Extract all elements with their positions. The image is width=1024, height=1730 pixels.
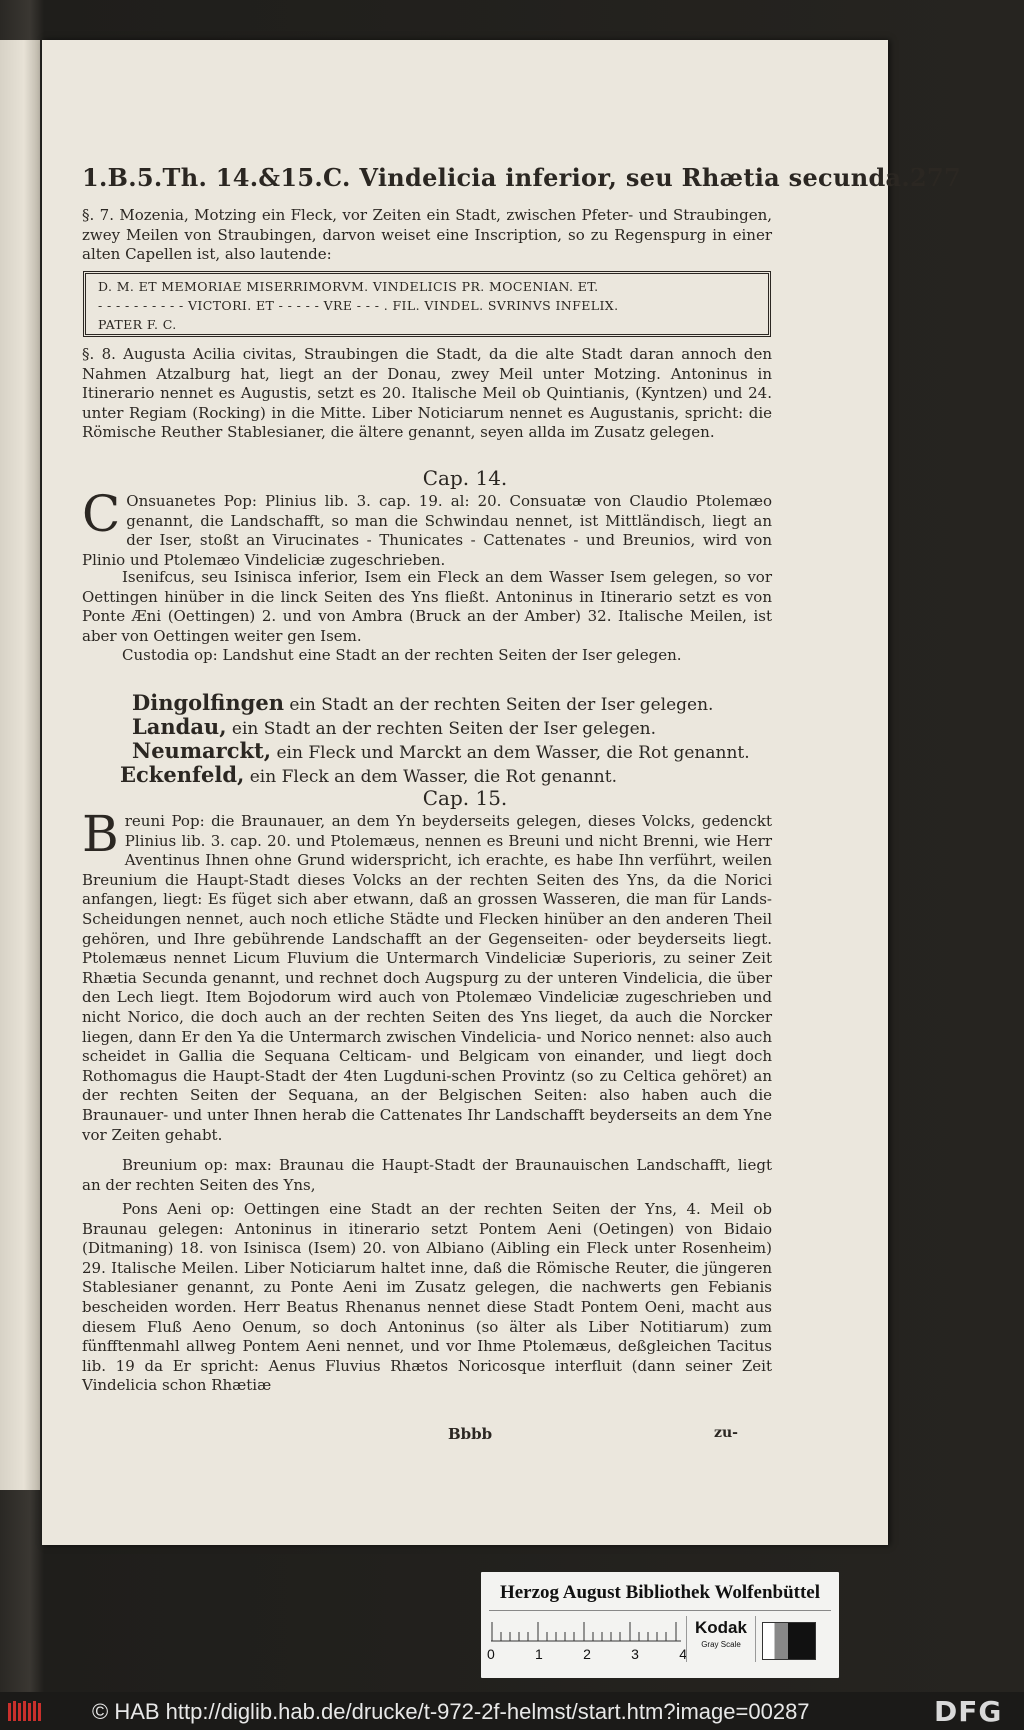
scale-ruler <box>491 1622 681 1642</box>
chapter-14-paragraph <box>82 485 772 570</box>
place-line <box>132 714 656 739</box>
catchword: zu- <box>714 1425 738 1441</box>
color-target-card <box>481 1572 839 1678</box>
paragraph-text: reuni Pop: die Braunauer, an dem Yn beyderseits gelegen, dieses Volcks, gedenckt Plinius lib. 3. cap. 20. und Ptolemæus, nennen es Breuni und nicht Brenni, wie Herr Aventinus Ihnen ohne Grund widerspricht, ich erachte, es habe Ihn verführt, weilen Breunium die Haupt-Stadt dieses Volcks an der rechten Seiten des Yns, da die Norici anfangen, liegt: Es füget sich aber etwann, daß an grossen Wasseren, die man für Lands-Scheidungen nennet, auch noch etliche Städte und Flecken hinüber an den anderen Theil gehören, und Ihre gebührende Landschafft an der Gegenseiten- oder beyderseits liegt. Ptolemæus nennet Licum Fluvium die Untermarch Vindeliciæ Superioris, zu seiner Zeit Rhætia Secunda genannt, und rechnet doch Augspurg zu der unteren Vindelicia, die über den Lech liegt. Item Bojodorum wird auch von Ptolemæo Vindeliciæ zugeschrieben und nicht Norico, die doch auch an der rechten Seiten des Yns lieget, da auch die Norcker liegen, dann Er den Ya die Untermarch zwischen Vindelicia- und Norico nennet: also auch scheidet in Gallia die Sequana Celticam- und Belgicam von einander, und liegt doch Rothomagus die Haupt-Stadt der 4ten Lugduni-schen Provintz (so zu Celtica gehöret) an der rechten Seiten der Sequana, an der Belgischen Seiten: also haben auch die Braunauer- und unter Ihnen herab die Cattenates Ihr Landschafft beyderseits an dem Yne vor Zeiten gehabt. <box>82 812 772 1144</box>
chapter-14-heading: Cap. 14. <box>422 466 508 490</box>
drop-cap: B <box>82 805 119 863</box>
place-name: Neumarckt, <box>132 738 272 763</box>
inscription-box <box>83 271 771 337</box>
place-desc: ein Stadt an der rechten Seiten der Iser gelegen. <box>226 719 656 739</box>
isinisca-paragraph: Isenifcus, seu Isinisca inferior, Isem ein Fleck an dem Wasser Isem gelegen, so vor Oettingen hinüber in die linck Seiten des Yns fließt. Antoninus in Itinerario setzt es von Ponte Æni (Oettingen) 2. und von Ambra (Bruck an der Amber) 32. Italische Meilen, ist aber von Oettingen weiter gen Isem. <box>82 568 772 645</box>
footer-url: © HAB http://diglib.hab.de/drucke/t-972-2f-helmst/start.htm?image=00287 <box>92 1699 810 1724</box>
place-desc: ein Fleck und Marckt an dem Wasser, die Rot genannt. <box>271 743 750 763</box>
library-name: Herzog August Bibliothek Wolfenbüttel <box>499 1582 821 1603</box>
scale-number: 3 <box>631 1646 639 1662</box>
header-title: 1.B.5.Th. 14.&15.C. Vindelicia inferior, seu Rhætia secunda. <box>82 163 911 192</box>
place-name: Landau, <box>132 714 227 739</box>
section-7: §. 7. Mozenia, Motzing ein Fleck, vor Zeiten ein Stadt, zwischen Pfeter- und Straubingen, zwey Meilen von Straubingen, darvon weiset eine Inscription, so zu Regenspurg in einer alten Capellen ist, also lautende: <box>82 206 772 264</box>
breunium-paragraph: Breunium op: max: Braunau die Haupt-Stadt der Braunauischen Landschafft, liegt an der rechten Seiten des Yns, <box>82 1156 772 1194</box>
previous-page-edge <box>0 40 40 1490</box>
scale-numbers <box>487 1646 687 1662</box>
inscription-line: PATER F. C. <box>98 317 177 332</box>
place-line <box>132 738 750 763</box>
gray-scale-label: Gray Scale <box>701 1640 741 1649</box>
place-desc: ein Fleck an dem Wasser, die Rot genannt. <box>244 767 617 787</box>
scale-number: 4 <box>679 1646 687 1662</box>
running-header <box>82 163 962 192</box>
scale-number: 0 <box>487 1646 495 1662</box>
footer-bar <box>0 1692 1024 1730</box>
place-desc: ein Stadt an der rechten Seiten der Iser gelegen. <box>283 695 714 715</box>
book-page <box>42 40 962 1545</box>
drop-cap: C <box>82 485 121 543</box>
scale-number: 1 <box>535 1646 543 1662</box>
dfg-logo: DFG <box>934 1695 1003 1728</box>
gray-scale-patch <box>762 1622 816 1660</box>
place-name: Eckenfeld, <box>120 762 245 787</box>
place-line <box>120 762 617 787</box>
section-8: §. 8. Augusta Acilia civitas, Straubingen die Stadt, da die alte Stadt daran annoch den Nahmen Atzalburg hat, liegt an der Donau, zwey Meil unter Motzing. Antoninus in Itinerario nennet es Augustis, setzt es 20. Italische Meil ob Quintianis, (Kyntzen) und 24. unter Regiam (Rocking) in die Mitte. Liber Noticiarum nennet es Augustanis, spricht: die Römische Reuther Stablesianer, die ältere genannt, seyen allda im Zusatz gelegen. <box>82 345 772 442</box>
place-name: Dingolfingen <box>132 690 284 715</box>
place-line <box>132 690 713 715</box>
card-divider <box>489 1610 831 1611</box>
kodak-label: Kodak <box>695 1618 747 1637</box>
pons-aeni-paragraph: Pons Aeni op: Oettingen eine Stadt an der rechten Seiten der Yns, 4. Meil ob Braunau gelegen: Antoninus in itinerario setzt Pontem Aeni (Oetingen) von Bidaio (Ditmaning) 18. von Isinisca (Isem) 20. von Albiano (Aibling ein Fleck unter Rosenheim) 29. Italische Meilen. Liber Noticiarum haltet inne, daß die Römische Reuter, die jüngeren Stablesianer genannt, zu Ponte Aeni im Zusatz gelegen, die nachwerts gen Febianis bescheiden worden. Herr Beatus Rhenanus nennet diese Stadt Pontem Oeni, macht aus diesem Fluß Aeno Oenum, so doch Antoninus (so älter als Liber Notitiarum) zum fünfftenmahl allweg Pontem Aeni nennet, und vor Ihme Ptolemæus, deßgleichen Tacitus lib. 19 da Er spricht: Aenus Fluvius Rhætos Noricosque interfluit (dann seiner Zeit Vindelicia schon Rhætiæ <box>82 1200 772 1395</box>
chapter-15-paragraph <box>82 805 772 1145</box>
inscription-line: D. M. ET MEMORIAE MISERRIMORVM. VINDELICIS PR. MOCENIAN. ET. <box>98 279 599 294</box>
custodia-paragraph: Custodia op: Landshut eine Stadt an der rechten Seiten der Iser gelegen. <box>122 646 682 664</box>
hab-logo-icon <box>6 1697 46 1725</box>
paragraph-text: Onsuanetes Pop: Plinius lib. 3. cap. 19. al: 20. Consuatæ von Claudio Ptolemæo genannt, die Landschafft, so man die Schwindau nennet, ist Mittländisch, liegt an der Iser, stoßt an Virucinates - Thunicates - Cattenates - und Breunios, wird von Plinio und Ptolemæo Vindeliciæ zugeschrieben. <box>82 492 772 569</box>
page-number: 277 <box>910 163 962 192</box>
kodak-label-box <box>686 1616 756 1662</box>
chapter-15-heading: Cap. 15. <box>422 786 508 810</box>
scale-number: 2 <box>583 1646 591 1662</box>
signature-mark: Bbbb <box>448 1425 493 1443</box>
inscription-line: - - - - - - - - - - VICTORI. ET - - - - - VRE - - - . FIL. VINDEL. SVRINVS INFELIX. <box>98 298 619 313</box>
